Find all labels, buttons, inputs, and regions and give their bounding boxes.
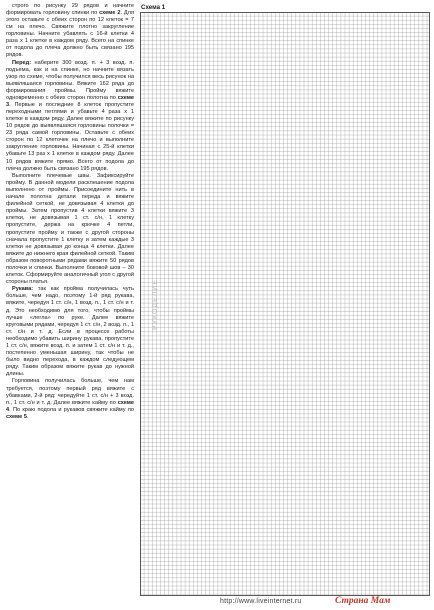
footer-url: http://www.liveinternet.ru	[220, 598, 302, 605]
filet-chart	[140, 12, 430, 596]
paragraph-front: Перед: наберите 300 возд. п. + 3 возд. п. подъема, как и на спинке, но начните вязать узор по схеме, чтобы получился весь рисунок на выявляшаяся горловины. Вяжите 162 ряда до формирования проймы. Пройму вяжите одновременно с обеих сторон полотна по схеме 3. Первые и последние 8 клеток пропустите переходными петлями и убавьте 4 раза х 1 клетке в каждом ряду. Далее вяжите по рисунку 10 рядов до выявляшаяся горловины полочки = 23 ряда самой горловины. Оставьте с обеих сторон по 12 клеточек на плечо и выполните закругление горловины. Начиная с 25-й клетки убавьте 13 раз х 1 клетке в каждом ряду. Далее 10 рядов вяжите прямо. Всего от подола до плеча должно быть связано 195 рядов.	[6, 59, 134, 172]
page-footer	[0, 597, 434, 610]
paragraph-neckline: Горловина получилась больше, чем нам требуется, поэтому первый ряд вяжите с убавками, 2-й ряд: чередуйте 1 ст. с/н + 3 возд. п., 1 ст. с/н и т. д. Далее вяжите кайму по схеме 4. По краю подола и рукавов свяжите кайму по схеме 5.	[6, 378, 134, 420]
site-logo: Страна Мам	[335, 596, 391, 606]
pattern-instructions	[6, 3, 134, 595]
paragraph-assembly: Выполните плечевые швы. Зафиксируйте пройму. В данной модели расклешение подола выполнено от проймы. Присоедините нить в начале полотна детали переда и вяжите филейной сеткой, не довязывая 4 клетки до проймы. Затем пропустив 4 клетки вяжите 3 клетки, не довязывая 1 ст. с/н, 1 клетку пропустите, держа на крючке 4 петли, пропустите пройму и также с другой стороны сначала пропустите 1 клетку и затем каждые 3 клетки не довязывая до конца 4 клетки. Далее вяжите до нижнего края филейной сеткой. Таким образом поворотными рядами вяжите 50 рядов полочки и спинки. Выполните боковой шов – 30 клеток. Сформируйте аналогичный угол с другой стороны платья.	[6, 173, 134, 285]
scheme-ref: схеме 2	[99, 10, 121, 17]
scheme-ref: схеме 4	[6, 399, 134, 413]
watermark-text: РУКОДЕЛИЕ	[152, 279, 159, 330]
section-heading: Перед:	[12, 59, 32, 66]
schema-title: Схема 1	[141, 4, 166, 11]
scheme-ref: схеме 5	[6, 413, 27, 420]
scheme-ref: схеме 3	[6, 95, 134, 109]
paragraph-back: строго по рисунку 29 рядов и начните формировать горловину спинки по схеме 2. Для этого оставьте с обеих сторон по 12 клеток = 7 см на плечо. Свяжите плотно закругление горловины. Начните убавлять с 16-й клетки 4 раза х 1 клетке в каждом ряду. Всего на спинке от подола до плеча должно быть связано 195 рядов.	[6, 3, 134, 59]
filet-chart-svg	[140, 12, 430, 596]
paragraph-sleeves: Рукава: так как пройма получилась чуть больше, чем надо, поэтому 1-й ряд рукава, вяжите, чередуя 1 ст. с/н, 1 возд. п., 1 ст. с/н и т. д. Это необходимо для того, чтобы проймы лучше «легла» по руке. Далее вяжите круговыми рядами, чередуя 1 ст. с/н, 2 возд. п., 1 ст. с/н и т. д. Если в процессе работы необходимо убавить ширину рукава, пропустите 1 ст. с/н, вяжите возд. п. и затем 1 ст. с/н и т. д., постепенно уменьшая ширину, так чтобы не было видно перехода, в каждом следующем ряду. Таким образом вяжите рукав до нужной длины.	[6, 286, 134, 377]
section-heading: Рукава:	[12, 286, 34, 293]
